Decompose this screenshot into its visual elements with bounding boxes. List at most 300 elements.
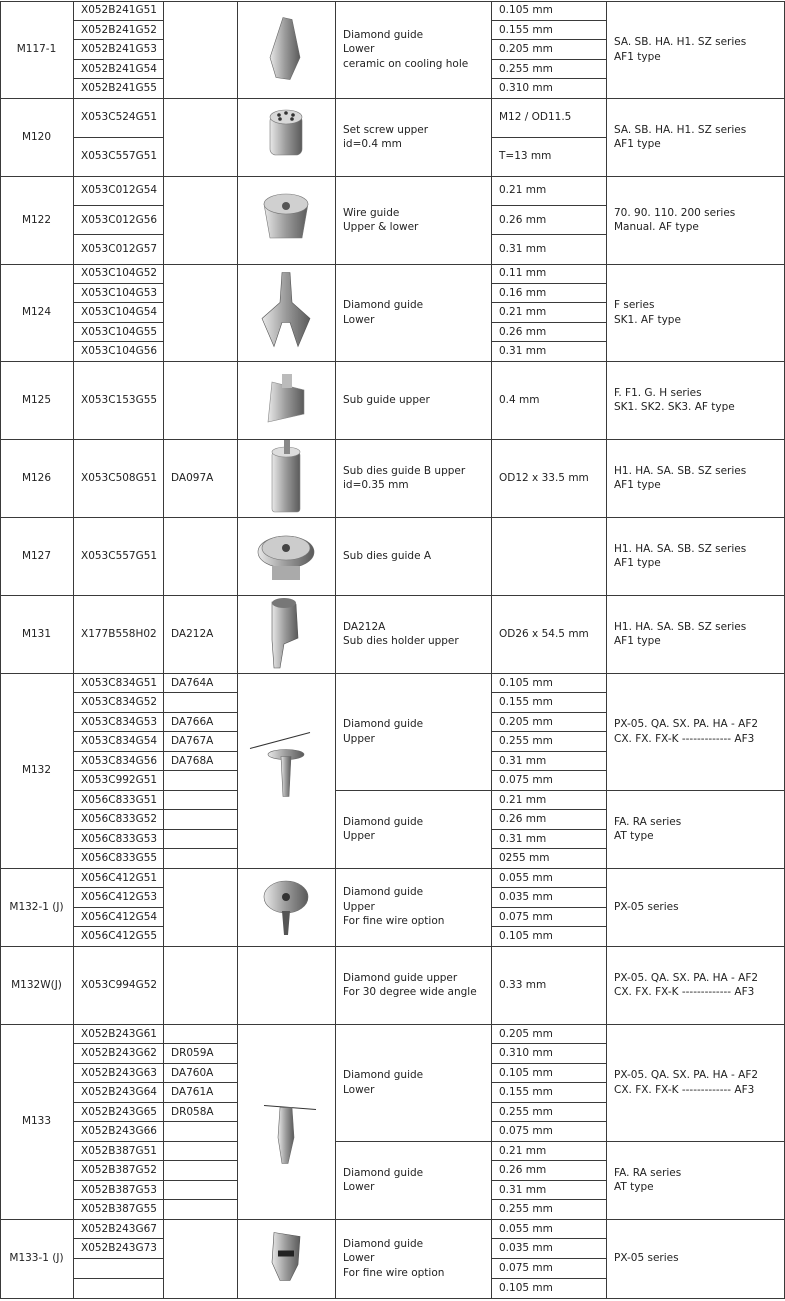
- size-spec-cell-text: 0.155 mm: [499, 23, 553, 36]
- part-number-cell: [73, 1180, 163, 1200]
- description-cell-line: Sub dies holder upper: [343, 635, 459, 647]
- dia-code-cell: [163, 1141, 237, 1161]
- grid-line-v: [606, 595, 607, 673]
- grid-line-v: [237, 517, 238, 595]
- size-spec-cell: [491, 1259, 606, 1279]
- part-number-cell-text: X053C104G55: [81, 325, 158, 338]
- series-cell: [606, 361, 785, 439]
- series-cell-lines: [614, 815, 681, 844]
- split-guide-icon: [237, 264, 335, 361]
- size-spec-cell: [491, 868, 606, 888]
- series-cell-line: PX-05 series: [614, 1252, 679, 1265]
- description-cell-line: Diamond guide: [343, 299, 424, 311]
- part-number-cell-text: X053C524G51: [81, 111, 158, 124]
- description-cell-line: Upper & lower: [343, 221, 419, 233]
- size-spec-cell: [491, 59, 606, 78]
- size-spec-cell: [491, 673, 606, 693]
- size-spec-cell-text: 0.26 mm: [499, 325, 547, 338]
- size-spec-cell: [491, 517, 606, 595]
- grid-line-v: [0, 517, 1, 595]
- part-number-cell-text: X052B387G53: [81, 1183, 157, 1196]
- part-number-cell: [73, 59, 163, 78]
- grid-line-v: [606, 1024, 607, 1219]
- part-number-cell-text: X053C834G54: [81, 735, 158, 747]
- size-spec-cell: [491, 1161, 606, 1181]
- size-spec-cell: [491, 283, 606, 302]
- description-cell-line: For fine wire option: [343, 915, 445, 928]
- part-number-cell: [73, 790, 163, 810]
- size-spec-cell: [491, 712, 606, 732]
- series-cell-lines: [614, 206, 735, 235]
- grid-line-v: [0, 98, 1, 176]
- size-spec-cell-text: 0.33 mm: [499, 978, 547, 991]
- description-cell: [335, 1024, 491, 1141]
- series-cell: [606, 1024, 785, 1141]
- description-cell: [335, 1219, 491, 1298]
- grid-line-v: [0, 1024, 1, 1219]
- part-number-cell: [73, 1102, 163, 1122]
- series-cell-line: SA. SB. HA. H1. SZ series: [614, 123, 747, 136]
- grid-line-v: [606, 361, 607, 439]
- part-number-cell-text: X052B243G63: [81, 1066, 157, 1079]
- description-cell-line: Diamond guide: [343, 1237, 424, 1250]
- size-spec-cell-text: 0.035 mm: [499, 1242, 553, 1255]
- dia-code-cell: [163, 1044, 237, 1064]
- size-spec-cell: [491, 1278, 606, 1298]
- grid-line-v: [73, 1219, 74, 1298]
- description-cell-line: Lower: [343, 1181, 375, 1193]
- size-spec-cell: [491, 732, 606, 752]
- part-number-cell-text: X053C834G56: [81, 754, 158, 767]
- series-cell: [606, 439, 785, 517]
- description-cell: [335, 1141, 491, 1219]
- series-cell-line: F series: [614, 299, 655, 311]
- description-cell: [335, 517, 491, 595]
- size-spec-cell: [491, 20, 606, 39]
- description-cell: [335, 595, 491, 673]
- description-cell: [335, 790, 491, 868]
- grid-line-v: [73, 868, 74, 946]
- model-id-cell-text: M126: [21, 471, 52, 484]
- size-spec-cell-text: 0.075 mm: [499, 1125, 553, 1137]
- grid-line-v: [237, 98, 238, 176]
- part-number-cell: [73, 849, 163, 869]
- grid-line-v: [491, 868, 492, 946]
- size-spec-cell: [491, 98, 606, 137]
- grid-line-v: [0, 264, 1, 361]
- series-cell: [606, 595, 785, 673]
- series-cell-line: SK1. SK2. SK3. AF type: [614, 401, 735, 413]
- series-cell-line: H1. HA. SA. SB. SZ series: [614, 620, 747, 633]
- size-spec-cell-text: 0.255 mm: [499, 62, 553, 75]
- part-number-cell: [73, 517, 163, 595]
- dia-code-cell: [163, 810, 237, 830]
- part-number-cell: [73, 205, 163, 234]
- description-cell: [335, 361, 491, 439]
- description-cell: [335, 264, 491, 361]
- size-spec-cell: [491, 342, 606, 361]
- part-number-cell: [73, 693, 163, 713]
- size-spec-cell-text: 0.075 mm: [499, 1262, 553, 1275]
- grid-line-v: [491, 1024, 492, 1219]
- size-spec-cell: [491, 1180, 606, 1200]
- grid-line-v: [335, 946, 336, 1024]
- series-cell-line: AF1 type: [614, 635, 661, 647]
- model-id-cell: [0, 176, 73, 264]
- size-spec-cell: [491, 829, 606, 849]
- part-number-cell: [73, 810, 163, 830]
- part-number-cell-text: X053C104G53: [81, 286, 158, 299]
- grid-line-v: [0, 439, 1, 517]
- series-cell-line: PX-05 series: [614, 900, 679, 913]
- size-spec-cell-text: 0.105 mm: [499, 676, 553, 689]
- series-cell-line: 70. 90. 110. 200 series: [614, 206, 736, 219]
- part-number-cell: [73, 1122, 163, 1142]
- size-spec-cell-text: 0.31 mm: [499, 243, 547, 256]
- dia-code-cell: [163, 849, 237, 869]
- grid-line-v: [335, 673, 336, 868]
- series-cell-lines: [614, 1166, 681, 1195]
- grid-line-v: [606, 673, 607, 868]
- series-cell: [606, 1, 785, 98]
- series-cell-line: H1. HA. SA. SB. SZ series: [614, 542, 747, 555]
- grid-line-v: [237, 595, 238, 673]
- size-spec-cell-text: 0.035 mm: [499, 891, 553, 903]
- size-spec-cell-text: 0.26 mm: [499, 1164, 547, 1176]
- size-spec-cell: [491, 790, 606, 810]
- lower-fine-guide-icon: [237, 1219, 335, 1298]
- size-spec-cell-text: 0.26 mm: [499, 213, 547, 226]
- grid-line-v: [237, 1219, 238, 1298]
- series-cell-lines: [614, 717, 758, 746]
- cylinder-guide-icon: [237, 439, 335, 517]
- part-number-cell: [73, 732, 163, 752]
- dia-code-cell: [163, 1083, 237, 1103]
- description-cell-line: For 30 degree wide angle: [343, 986, 477, 998]
- model-id-cell: [0, 1024, 73, 1219]
- series-cell: [606, 790, 785, 868]
- size-spec-cell-text: 0.26 mm: [499, 813, 547, 825]
- part-number-cell-text: X052B243G65: [81, 1105, 157, 1118]
- size-spec-cell: [491, 40, 606, 59]
- series-cell-line: AT type: [614, 830, 654, 842]
- series-cell: [606, 517, 785, 595]
- series-cell-lines: [614, 298, 681, 327]
- size-spec-cell-text: 0.105 mm: [499, 1066, 553, 1079]
- part-number-cell: [73, 868, 163, 888]
- size-spec-cell: [491, 1044, 606, 1064]
- description-cell-line: Diamond guide: [343, 28, 424, 41]
- series-cell: [606, 1141, 785, 1219]
- size-spec-cell-text: T=13 mm: [499, 150, 552, 163]
- size-spec-cell: [491, 205, 606, 234]
- description-cell-line: Diamond guide: [343, 815, 424, 828]
- size-spec-cell-text: 0.310 mm: [499, 1047, 553, 1059]
- size-spec-cell-text: 0.4 mm: [499, 393, 540, 406]
- series-cell-line: AT type: [614, 1181, 654, 1193]
- size-spec-cell-text: 0255 mm: [499, 852, 550, 864]
- size-spec-cell: [491, 771, 606, 791]
- grid-line-v: [491, 595, 492, 673]
- part-number-cell-text: X053C557G51: [81, 549, 158, 562]
- description-cell-line: Upper: [343, 900, 375, 913]
- part-number-cell: [73, 888, 163, 908]
- part-number-cell-text: X053C834G51: [81, 676, 158, 689]
- description-cell-line: Sub dies guide B upper: [343, 464, 466, 477]
- series-cell-line: AF1 type: [614, 138, 661, 150]
- part-number-cell: [73, 176, 163, 205]
- grid-line-v: [335, 176, 336, 264]
- part-number-cell: [73, 1141, 163, 1161]
- description-cell-line: Lower: [343, 1083, 375, 1096]
- grid-line-v: [0, 595, 1, 673]
- grid-line-v: [491, 176, 492, 264]
- part-number-cell-text: X052B243G67: [81, 1222, 157, 1235]
- grid-line-v: [606, 517, 607, 595]
- series-cell-lines: [614, 971, 758, 1000]
- size-spec-cell: [491, 303, 606, 322]
- series-cell-line: Manual. AF type: [614, 221, 699, 233]
- description-cell-line: Sub guide upper: [343, 393, 430, 406]
- size-spec-cell: [491, 322, 606, 341]
- part-number-cell-text: X053C012G57: [81, 243, 158, 256]
- part-number-cell: [73, 322, 163, 341]
- size-spec-cell-text: 0.255 mm: [499, 735, 553, 747]
- grid-line-v: [491, 439, 492, 517]
- model-id-cell-text: M133: [21, 1115, 52, 1128]
- description-cell-line: Lower: [343, 43, 375, 56]
- wire-guide-icon: [237, 176, 335, 264]
- size-spec-cell: [491, 1239, 606, 1259]
- grid-line-h: [0, 1298, 785, 1299]
- size-spec-cell: [491, 176, 606, 205]
- model-id-cell-text: M124: [21, 306, 52, 319]
- part-number-cell: [73, 1259, 163, 1279]
- series-cell-line: CX. FX. FX-K ------------- AF3: [614, 986, 755, 998]
- dia-code-cell: [163, 771, 237, 791]
- size-spec-cell-text: 0.31 mm: [499, 754, 547, 767]
- part-number-cell-text: X052B241G53: [81, 43, 157, 56]
- series-cell-lines: [614, 386, 735, 415]
- description-cell-lines: [343, 1166, 423, 1195]
- model-id-cell: [0, 264, 73, 361]
- size-spec-cell: [491, 927, 606, 947]
- part-number-cell: [73, 712, 163, 732]
- description-cell: [335, 176, 491, 264]
- grid-line-v: [73, 946, 74, 1024]
- grid-line-v: [237, 1, 238, 98]
- part-number-cell-text: X053C104G56: [81, 345, 158, 358]
- size-spec-cell-text: 0.105 mm: [499, 4, 553, 17]
- description-cell: [335, 439, 491, 517]
- size-spec-cell-text: 0.055 mm: [499, 1222, 553, 1235]
- model-id-cell: [0, 868, 73, 946]
- grid-line-v: [335, 361, 336, 439]
- description-cell-lines: [343, 620, 459, 649]
- part-number-cell-text: X052B241G52: [81, 23, 157, 36]
- description-cell: [335, 868, 491, 946]
- size-spec-cell: [491, 751, 606, 771]
- grid-line-v: [606, 1, 607, 98]
- series-cell-line: AF1 type: [614, 479, 661, 491]
- part-number-cell: [73, 235, 163, 264]
- model-id-cell-text: M132-1 (J): [9, 900, 64, 913]
- series-cell: [606, 98, 785, 176]
- size-spec-cell-text: 0.16 mm: [499, 286, 547, 299]
- dia-code-cell-text: DA212A: [171, 627, 214, 640]
- grid-line-v: [0, 673, 1, 868]
- description-cell-lines: [343, 123, 428, 152]
- size-spec-cell: [491, 1, 606, 20]
- description-cell-line: ceramic on cooling hole: [343, 57, 469, 70]
- grid-line-v: [73, 361, 74, 439]
- size-spec-cell: [491, 946, 606, 1024]
- model-id-cell: [0, 98, 73, 176]
- dia-code-cell: [163, 751, 237, 771]
- grid-line-v: [237, 176, 238, 264]
- part-number-cell-text: X056C412G54: [81, 910, 158, 923]
- series-cell-lines: [614, 35, 746, 64]
- series-cell: [606, 176, 785, 264]
- part-number-cell: [73, 361, 163, 439]
- description-cell-line: Lower: [343, 313, 375, 326]
- size-spec-cell-text: 0.31 mm: [499, 832, 547, 845]
- series-cell-line: CX. FX. FX-K ------------- AF3: [614, 732, 755, 745]
- part-number-cell: [73, 829, 163, 849]
- grid-line-v: [0, 176, 1, 264]
- part-number-cell: [73, 1200, 163, 1220]
- size-spec-cell-text: 0.21 mm: [499, 306, 547, 319]
- size-spec-cell: [491, 137, 606, 176]
- size-spec-cell: [491, 888, 606, 908]
- part-number-cell-text: X053C012G54: [81, 184, 158, 197]
- part-number-cell: [73, 137, 163, 176]
- nozzle-guide-icon: [237, 1, 335, 98]
- part-number-cell: [73, 927, 163, 947]
- model-id-cell-text: M122: [21, 213, 52, 226]
- part-number-cell: [73, 1, 163, 20]
- description-cell-line: Diamond guide upper: [343, 971, 458, 984]
- size-spec-cell: [491, 1083, 606, 1103]
- part-number-cell-text: X056C412G55: [81, 930, 158, 942]
- part-number-cell: [73, 20, 163, 39]
- series-cell-line: F. F1. G. H series: [614, 386, 702, 399]
- size-spec-cell-text: 0.310 mm: [499, 82, 553, 95]
- grid-line-v: [73, 98, 74, 176]
- grid-line-v: [163, 868, 164, 946]
- flange-guide-icon: [237, 673, 335, 868]
- grid-line-v: [163, 176, 164, 264]
- part-number-cell: [73, 1239, 163, 1259]
- size-spec-cell: [491, 439, 606, 517]
- model-id-cell: [0, 361, 73, 439]
- dia-code-cell: [163, 673, 237, 693]
- grid-line-v: [491, 517, 492, 595]
- grid-line-v: [163, 946, 164, 1024]
- dia-code-cell: [163, 1102, 237, 1122]
- size-spec-cell-text: M12 / OD11.5: [499, 111, 572, 124]
- part-number-cell-text: X053C834G53: [81, 715, 158, 728]
- grid-line-v: [237, 868, 238, 946]
- part-number-cell-text: X053C994G52: [81, 978, 158, 991]
- grid-line-v: [491, 946, 492, 1024]
- series-cell-line: H1. HA. SA. SB. SZ series: [614, 464, 747, 477]
- size-spec-cell: [491, 235, 606, 264]
- part-number-cell: [73, 1083, 163, 1103]
- size-spec-cell: [491, 1024, 606, 1044]
- dia-code-cell: [163, 693, 237, 713]
- part-number-cell: [73, 283, 163, 302]
- part-number-cell-text: X052B387G52: [81, 1164, 157, 1176]
- part-number-cell-text: X056C833G51: [81, 793, 158, 806]
- description-cell-lines: [343, 206, 418, 235]
- series-cell-lines: [614, 542, 746, 571]
- part-number-cell-text: X056C833G53: [81, 832, 158, 845]
- grid-line-v: [73, 1, 74, 98]
- part-number-cell-text: X053C992G51: [81, 774, 158, 786]
- dia-code-cell: [163, 595, 237, 673]
- part-number-cell: [73, 1063, 163, 1083]
- description-cell-line: Diamond guide: [343, 886, 424, 899]
- grid-line-v: [163, 517, 164, 595]
- size-spec-cell: [491, 264, 606, 283]
- dia-code-cell-text: DA760A: [171, 1066, 214, 1079]
- grid-line-v: [237, 673, 238, 868]
- grid-line-v: [73, 176, 74, 264]
- description-cell: [335, 98, 491, 176]
- description-cell-line: Set screw upper: [343, 123, 429, 136]
- dia-code-cell: [163, 732, 237, 752]
- size-spec-cell-text: 0.105 mm: [499, 930, 553, 942]
- size-spec-cell-text: OD12 x 33.5 mm: [499, 471, 589, 484]
- part-number-cell-text: X053C557G51: [81, 150, 158, 163]
- part-number-cell: [73, 907, 163, 927]
- part-number-cell-text: X056C412G51: [81, 871, 158, 884]
- description-cell: [335, 1, 491, 98]
- series-cell: [606, 1219, 785, 1298]
- dia-code-cell-text: DR058A: [171, 1105, 214, 1118]
- description-cell-line: Upper: [343, 732, 375, 745]
- grid-line-v: [237, 946, 238, 1024]
- model-id-cell: [0, 673, 73, 868]
- size-spec-cell-text: 0.31 mm: [499, 345, 547, 358]
- grid-line-v: [335, 1024, 336, 1219]
- description-cell-line: Sub dies guide A: [343, 549, 432, 562]
- size-spec-cell: [491, 79, 606, 98]
- size-spec-cell-text: 0.205 mm: [499, 43, 553, 56]
- grid-line-v: [237, 439, 238, 517]
- model-id-cell-text: M132: [21, 764, 52, 777]
- grid-line-v: [606, 176, 607, 264]
- grid-line-v: [163, 361, 164, 439]
- description-cell-lines: [343, 28, 468, 72]
- size-spec-cell-text: 0.21 mm: [499, 184, 547, 197]
- series-cell-line: FA. RA series: [614, 815, 682, 828]
- dia-code-cell-text: DA766A: [171, 715, 214, 728]
- part-number-cell: [73, 595, 163, 673]
- part-number-cell-text: X052B387G55: [81, 1203, 157, 1215]
- model-id-cell-text: M133-1 (J): [9, 1252, 64, 1265]
- series-cell-line: SA. SB. HA. H1. SZ series: [614, 36, 747, 48]
- series-cell: [606, 673, 785, 790]
- description-cell-lines: [343, 298, 423, 327]
- size-spec-cell: [491, 693, 606, 713]
- part-number-cell-text: X052B243G73: [81, 1242, 157, 1255]
- part-number-cell-text: X053C153G55: [81, 393, 158, 406]
- grid-line-v: [0, 1, 1, 98]
- series-cell-line: PX-05. QA. SX. PA. HA - AF2: [614, 718, 759, 730]
- description-cell-line: id=0.35 mm: [343, 479, 409, 491]
